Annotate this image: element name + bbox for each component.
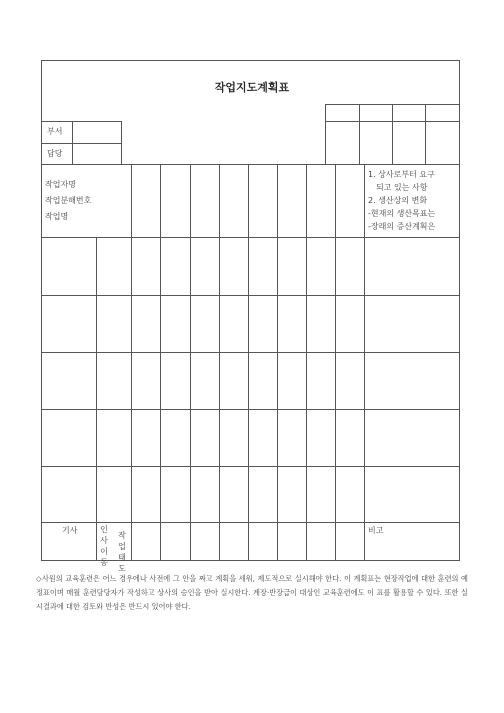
dept-label: 부서 (47, 127, 63, 136)
manager-label: 담당 (47, 149, 63, 158)
form-border (42, 61, 460, 561)
form-note: ◇사원의 교육훈련은 어느 경우에나 사전에 그 안을 짜고 계획을 세워, 제도적으로 실시해야 한다. 이 계획표는 현장작업에 대한 훈련의 예정표이며 매월 훈련담당자가 작성하고 상사의 승인을 받아 실시한다. 계장·반장급이 대상인 교육훈련에도 이 표를 활용할 수 있다. 또한 실시결과에 대한 검토와 반성은 반드시 있어야 한다. (36, 574, 468, 611)
requirement-line: -현재의 생산목표는 (368, 209, 436, 218)
form-title: 작업지도계획표 (214, 81, 290, 94)
worker-name-label: 작업자명 (45, 180, 76, 189)
requirement-line: -장래의 증산계획은 (368, 222, 436, 231)
requirement-line: 2. 생산상의 변화 (368, 196, 428, 205)
personnel-transfer-label: 인사이동 (100, 525, 108, 567)
technician-label: 기사 (62, 526, 78, 535)
remarks-label: 비고 (368, 526, 384, 535)
work-name-label: 작업명 (45, 212, 69, 221)
requirement-line: 1. 상사로부터 요구 (368, 170, 435, 179)
work-breakdown-no-label: 작업분해번호 (45, 196, 92, 205)
requirement-line: 되고 있는 사항 (376, 183, 428, 192)
work-attitude-label: 작업태도 (118, 531, 126, 573)
